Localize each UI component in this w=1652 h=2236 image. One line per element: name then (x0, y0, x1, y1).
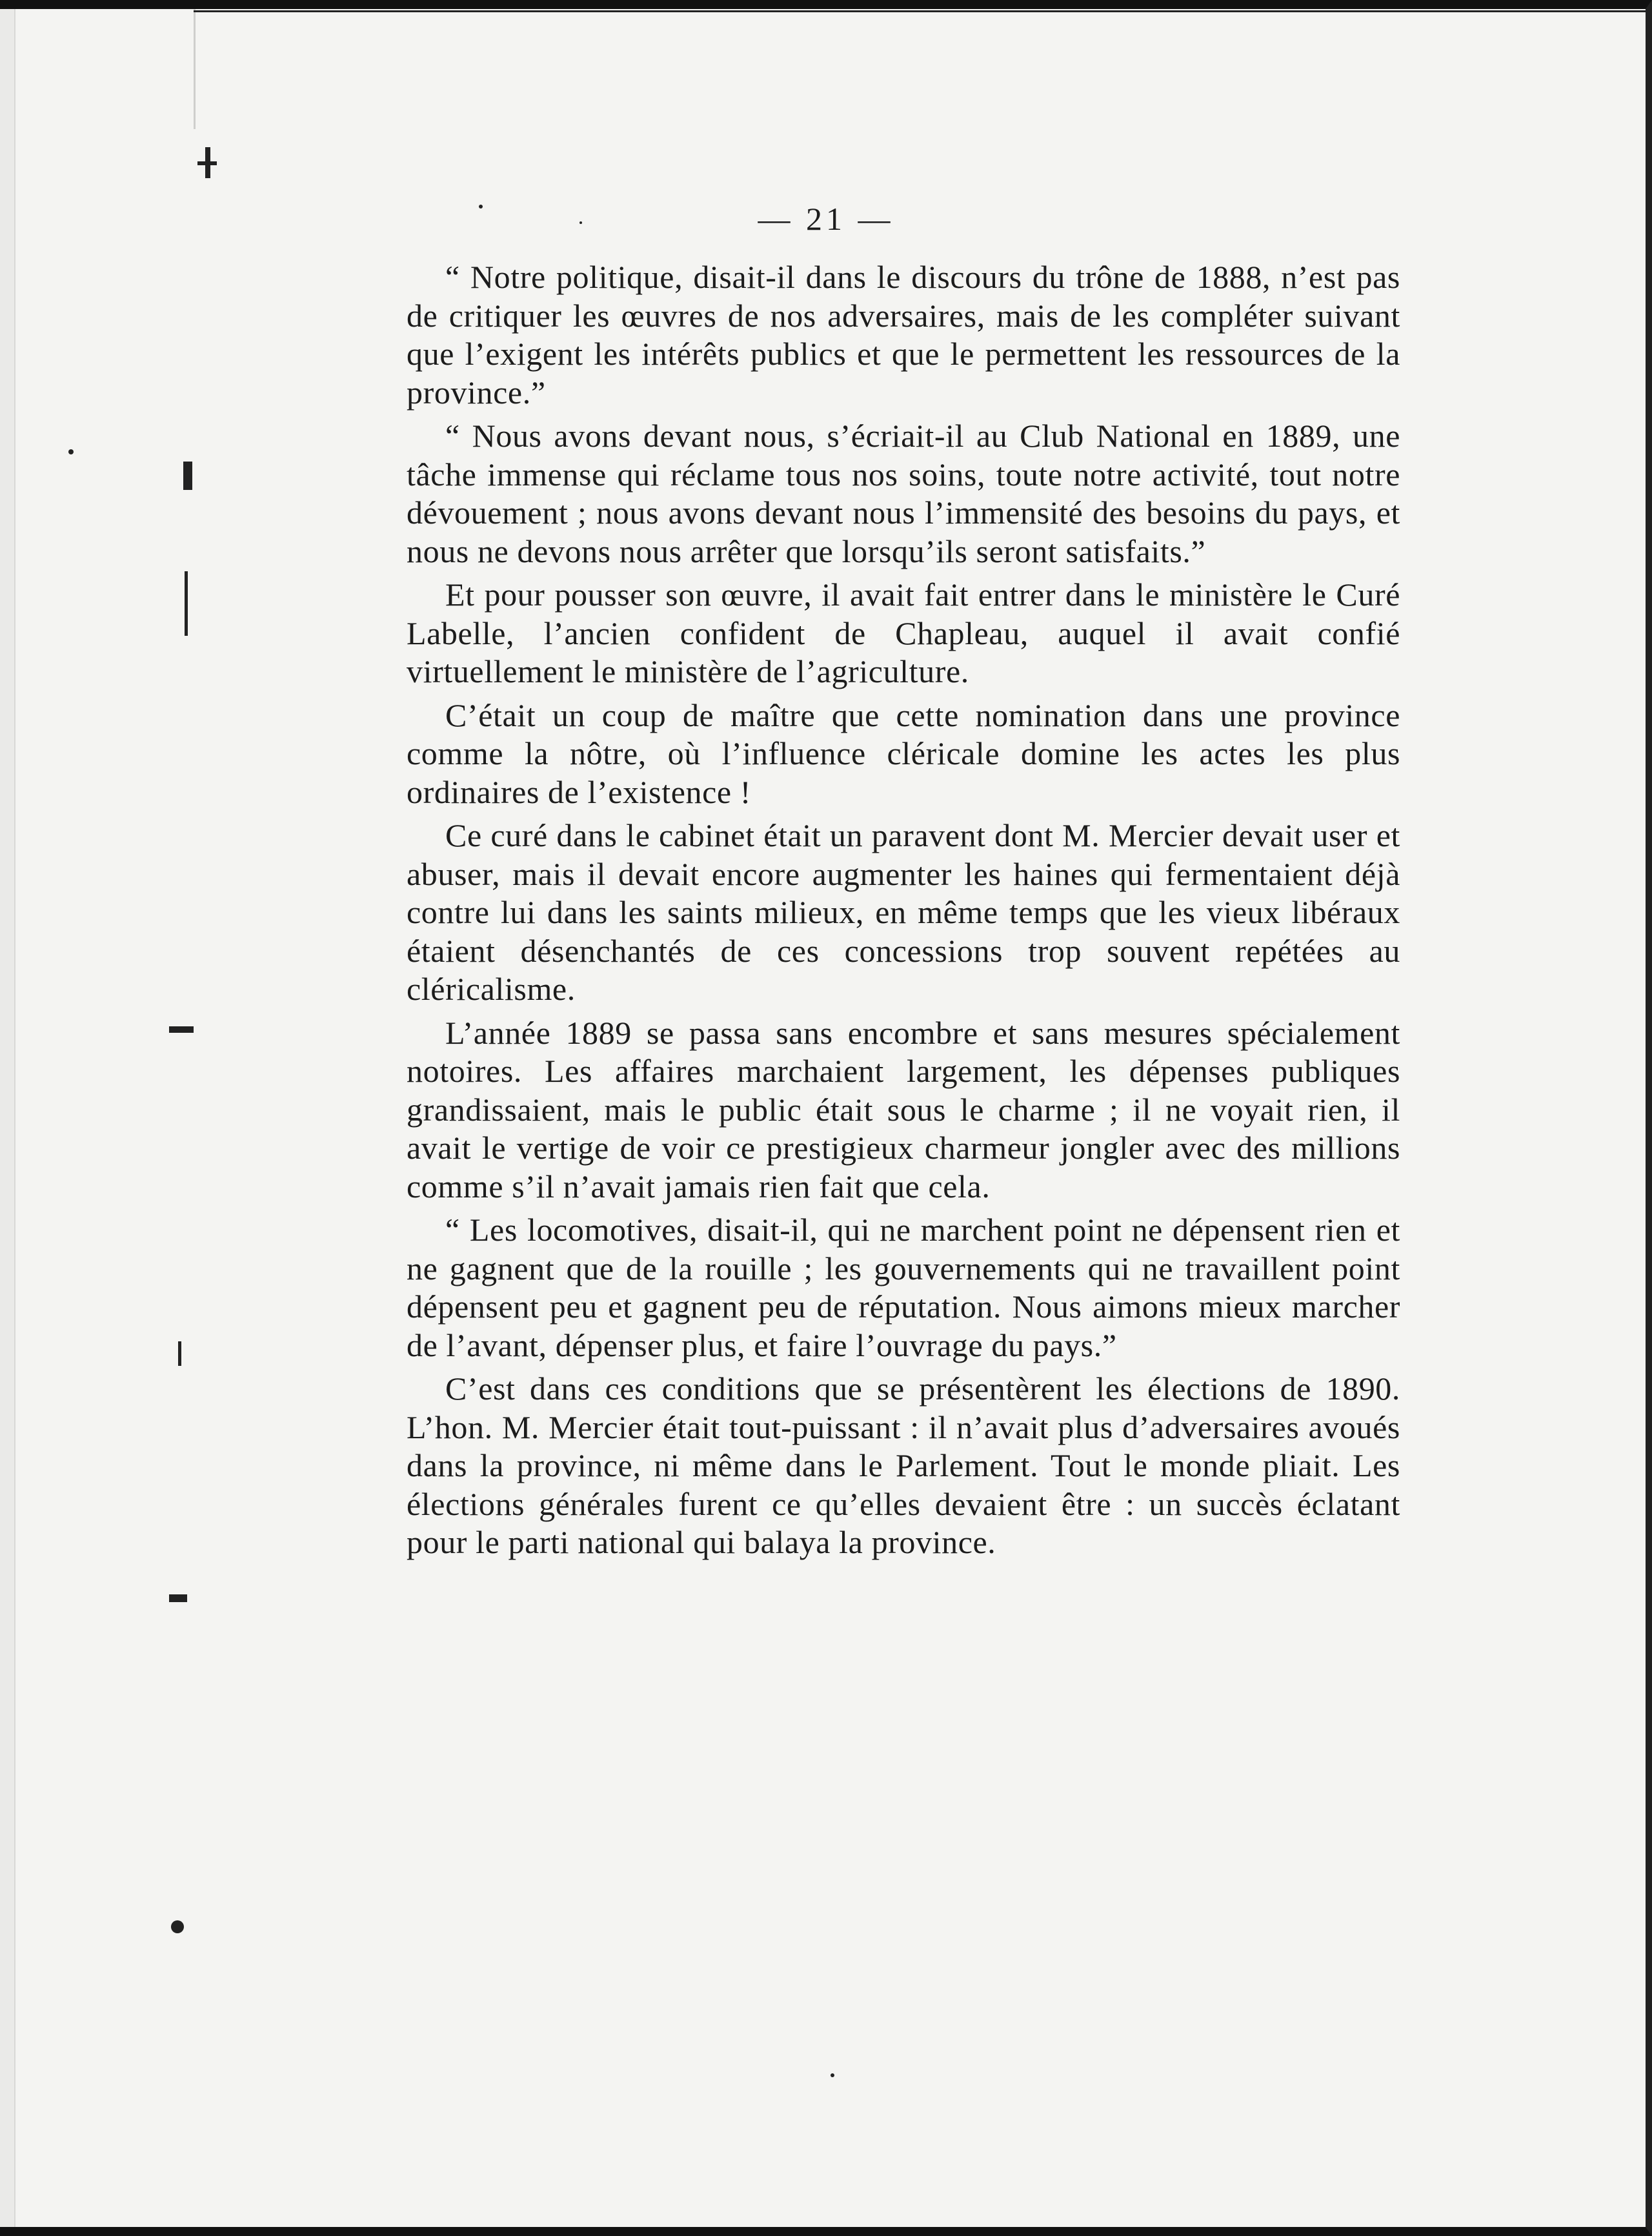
page-number: — 21 — (758, 201, 894, 237)
paragraph: C’était un coup de maître que cette nomination dans une province comme la nôtre, où l’influence cléricale domine les actes les plus ordinaires de l’existence ! (407, 696, 1400, 810)
paragraph: C’est dans ces conditions que se présentèrent les élections de 1890. L’hon. M. Mercier était tout-puissant : il n’avait plus d’adversaires avoués dans la province, ni même dans le Parlement. Tout le monde pliait. Les élections générales furent ce qu’elles devaient être : un succès éclatant pour le parti national qui balaya la province. (407, 1370, 1400, 1560)
paragraph: L’année 1889 se passa sans encombre et sans mesures spécialement notoires. Les affaires marchaient largement, les dépenses publiques grandissaient, mais le public était sous le charme ; il ne voyait rien, il avait le vertige de voir ce prestigieux charmeur jongler avec des millions comme s’il n’avait jamais rien fait que cela. (407, 1014, 1400, 1204)
paragraph: “ Les locomotives, disait-il, qui ne marchent point ne dépensent rien et ne gagnent que de la rouille ; les gouvernements qui ne travaillent point dépensent peu et gagnent peu de réputation. Nous aimons mieux marcher de l’avant, dépenser plus, et faire l’ouvrage du pays.” (407, 1212, 1400, 1363)
paragraph: Ce curé dans le cabinet était un paravent dont M. Mercier devait user et abuser, mais il devait encore augmenter les haines qui fermentaient déjà contre lui dans les saints milieux, en même temps que les vieux libéraux étaient désenchantés de ces concessions trop souvent repétées au cléricalisme. (407, 817, 1400, 1007)
paragraph: Et pour pousser son œuvre, il avait fait entrer dans le ministère le Curé Labelle, l’ancien confident de Chapleau, auquel il avait confié virtuellement le ministère de l’agriculture. (407, 576, 1400, 689)
paragraph: “ Nous avons devant nous, s’écriait-il au Club National en 1889, une tâche immense qui réclame tous nos soins, toute notre activité, tout notre dévouement ; nous avons devant nous l’immensité des besoins du pays, et nous ne devons nous arrêter que lorsqu’ils seront satisfaits.” (407, 418, 1400, 569)
paragraph: “ Notre politique, disait-il dans le discours du trône de 1888, n’est pas de critiquer les œuvres de nos adversaires, mais de les compléter suivant que l’exigent les intérêts publics et que le permettent les ressources de la province.” (407, 259, 1400, 411)
